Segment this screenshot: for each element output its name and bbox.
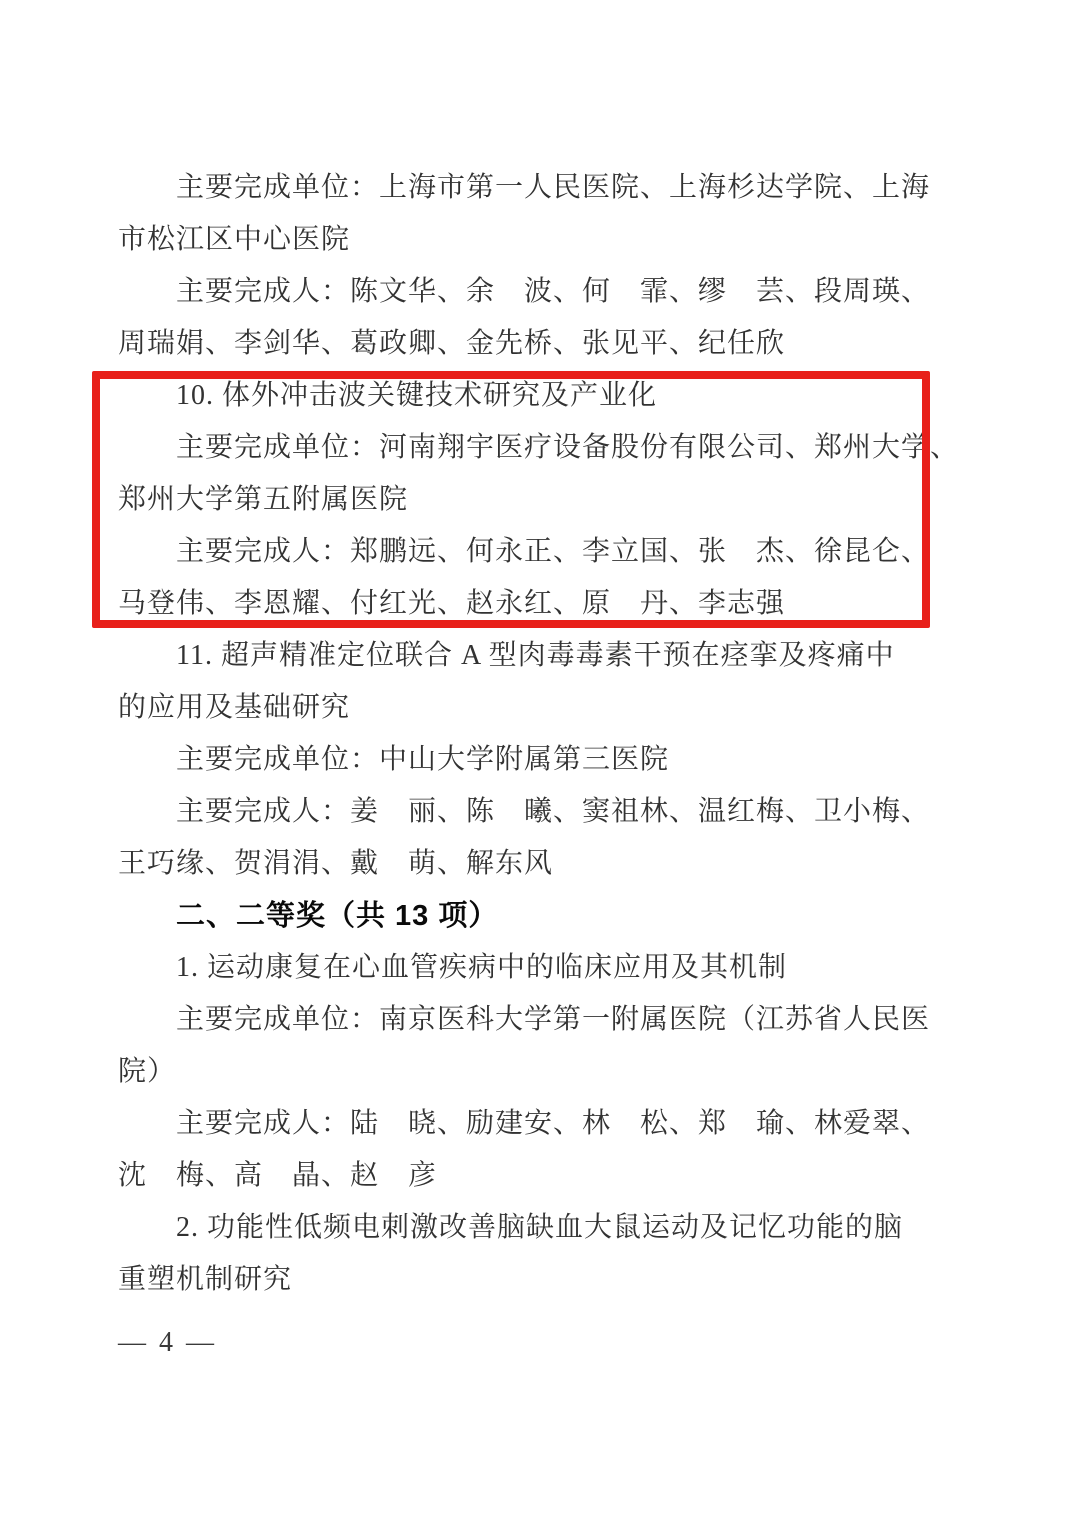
second-prize-section-heading: 二、二等奖（共 13 项） — [176, 900, 499, 932]
item-title: 的应用及基础研究 — [118, 692, 351, 723]
item-title: 11. 超声精准定位联合 A 型肉毒毒素干预在痉挛及疼痛中 — [176, 640, 895, 671]
item-title: 10. 体外冲击波关键技术研究及产业化 — [176, 380, 658, 411]
award-item-10-highlighted — [118, 370, 960, 630]
main-unit-line: 院） — [118, 1056, 177, 1087]
main-people-line: 主要完成人：陆 晓、励建安、林 松、郑 瑜、林爱翠、 — [176, 1108, 931, 1139]
main-people-line: 沈 梅、高 晶、赵 彦 — [118, 1160, 438, 1191]
second-prize-item-1 — [118, 942, 940, 1202]
main-people-line: 马登伟、李恩耀、付红光、赵永红、原 丹、李志强 — [118, 588, 786, 619]
main-people-line: 主要完成人：陈文华、余 波、何 霏、缪 芸、段周瑛、 — [176, 276, 931, 307]
item-title: 2. 功能性低频电刺激改善脑缺血大鼠运动及记忆功能的脑 — [176, 1212, 904, 1243]
main-people-line: 周瑞娟、李剑华、葛政卿、金先桥、张见平、纪任欣 — [118, 328, 786, 359]
main-unit-line: 主要完成单位：河南翔宇医疗设备股份有限公司、郑州大学、 — [176, 432, 960, 463]
second-prize-item-2 — [118, 1202, 940, 1306]
previous-item-details — [118, 162, 940, 370]
award-item-11 — [118, 630, 940, 890]
main-people-line: 王巧缘、贺涓涓、戴 萌、解东风 — [118, 848, 554, 879]
page-number: — 4 — — [118, 1327, 217, 1358]
main-unit-line: 主要完成单位：南京医科大学第一附属医院（江苏省人民医 — [176, 1004, 931, 1035]
main-unit-line: 主要完成单位：中山大学附属第三医院 — [176, 744, 670, 775]
item-title: 重塑机制研究 — [118, 1264, 293, 1295]
main-people-line: 主要完成人：姜 丽、陈 曦、窦祖林、温红梅、卫小梅、 — [176, 796, 931, 827]
item-title: 1. 运动康复在心血管疾病中的临床应用及其机制 — [176, 952, 788, 983]
main-unit-line: 市松江区中心医院 — [118, 224, 351, 255]
document-body — [118, 162, 960, 1306]
main-unit-line: 郑州大学第五附属医院 — [118, 484, 409, 515]
main-people-line: 主要完成人：郑鹏远、何永正、李立国、张 杰、徐昆仑、 — [176, 536, 931, 567]
main-unit-line: 主要完成单位：上海市第一人民医院、上海杉达学院、上海 — [176, 172, 931, 203]
